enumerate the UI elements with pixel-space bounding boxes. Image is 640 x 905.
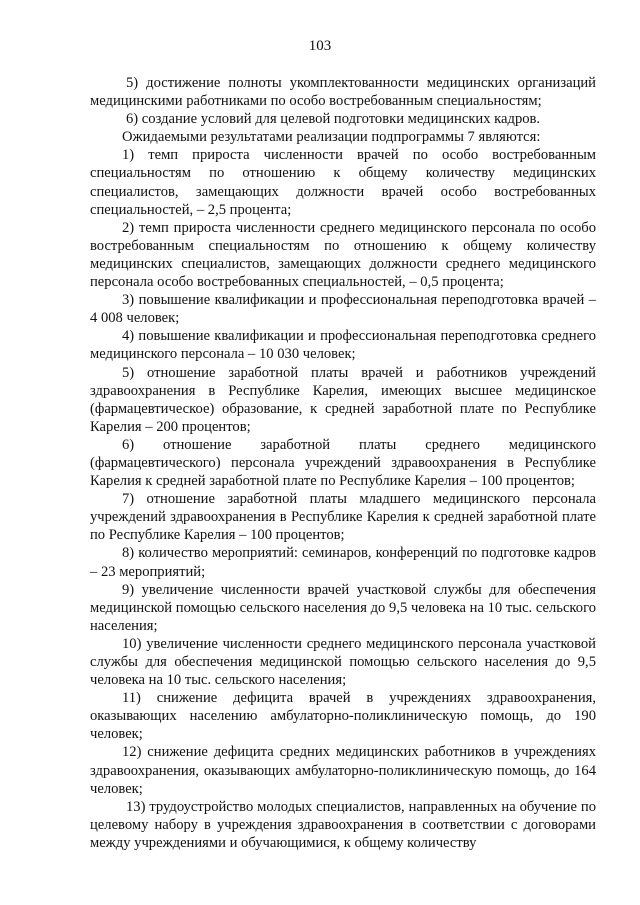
- paragraph-result-11: 11) снижение дефицита врачей в учреждениях здравоохранения, оказывающих населению амбулаторно-поликлиническую помощь, до 190 человек;: [90, 690, 596, 743]
- paragraph-result-9: 9) увеличение численности врачей участковой службы для обеспечения медицинской помощью сельского населения до 9,5 человека на 10 тыс. сельского населения;: [90, 581, 596, 634]
- paragraph-result-4: 4) повышение квалификации и профессиональная переподготовка среднего медицинского персонала – 10 030 человек;: [90, 328, 596, 363]
- paragraph-result-6: 6) отношение заработной платы среднего медицинского (фармацевтического) персонала учреждений здравоохранения в Республике Карелия к средней заработной плате по Республике Карелия – 100 процентов;: [90, 436, 596, 490]
- paragraph-result-13: 13) трудоустройство молодых специалистов, направленных на обучение по целевому набору в учреждения здравоохранения в соответствии с договорами между учреждениями и обучающимися, к общему количеству: [90, 798, 596, 851]
- paragraph-goal-5: 5) достижение полноты укомплектованности медицинских организаций медицинскими работниками по особо востребованным специальностям;: [90, 75, 596, 110]
- paragraph-results-intro: Ожидаемыми результатами реализации подпрограммы 7 являются:: [122, 129, 541, 146]
- paragraph-result-2: 2) темп прироста численности среднего медицинского персонала по особо востребованным специальностям по отношению к общему количеству медицинских специалистов, замещающих должности среднего медицинского персонала особо востребованных специальностей, – 0,5 процента;: [90, 219, 596, 291]
- paragraph-result-1: 1) темп прироста численности врачей по особо востребованным специальностям по отношению к общему количеству медицинских специалистов, замещающих должности врачей особо востребованных специальностей, – 2,5 процента;: [90, 147, 596, 218]
- paragraph-result-3: 3) повышение квалификации и профессиональная переподготовка врачей – 4 008 человек;: [90, 292, 596, 327]
- paragraph-goal-6: 6) создание условий для целевой подготовки медицинских кадров.: [126, 111, 541, 128]
- paragraph-result-10: 10) увеличение численности среднего медицинского персонала участковой службы для обеспечения медицинской помощью сельского населения до 9,5 человека на 10 тыс. сельского населения;: [90, 635, 596, 689]
- paragraph-result-8: 8) количество мероприятий: семинаров, конференций по подготовке кадров – 23 мероприятий;: [90, 545, 596, 580]
- paragraph-result-7: 7) отношение заработной платы младшего медицинского персонала учреждений здравоохранения в Республике Карелия к средней заработной плате по Республике Карелия – 100 процентов;: [90, 491, 596, 544]
- paragraph-result-5: 5) отношение заработной платы врачей и работников учреждений здравоохранения в Республике Карелия, имеющих высшее медицинское (фармацевтическое) образование, к средней заработной плате по Республике Карелия – 200 процентов;: [90, 364, 596, 435]
- page-number: 103: [308, 38, 332, 54]
- paragraph-result-12: 12) снижение дефицита средних медицинских работников в учреждениях здравоохранения, оказывающих амбулаторно-поликлиническую помощь, до 164 человек;: [90, 744, 596, 797]
- document-body: [90, 74, 596, 852]
